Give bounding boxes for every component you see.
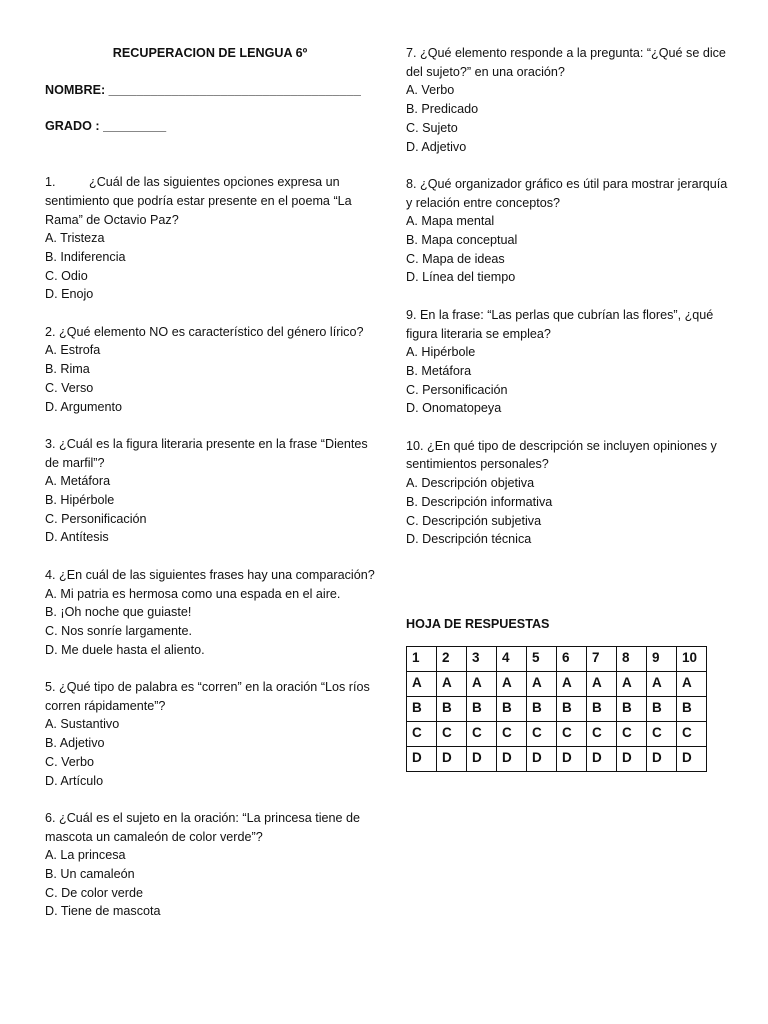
option-d: D. Artículo	[45, 773, 104, 788]
option-b: B. Adjetivo	[45, 736, 105, 751]
option-d: D. Enojo	[45, 287, 94, 302]
question-6	[45, 809, 375, 921]
answer-cell[interactable]: C	[557, 721, 587, 746]
answer-cell[interactable]: D	[557, 746, 587, 771]
question-number-cell: 10	[677, 646, 707, 671]
option-c: C. Verso	[45, 380, 94, 395]
answer-cell[interactable]: A	[587, 671, 617, 696]
answer-cell[interactable]: D	[497, 746, 527, 771]
question-number-cell: 8	[617, 646, 647, 671]
question-9	[406, 306, 736, 418]
question-1	[45, 173, 375, 304]
question-3	[45, 435, 375, 547]
grado-field	[45, 117, 375, 136]
answer-cell[interactable]: C	[647, 721, 677, 746]
option-d: D. Antítesis	[45, 530, 109, 545]
answer-cell[interactable]: C	[527, 721, 557, 746]
option-c: C. Nos sonríe largamente.	[45, 623, 192, 638]
answer-cell[interactable]: C	[407, 721, 437, 746]
answer-cell[interactable]: D	[647, 746, 677, 771]
question-stem: 8. ¿Qué organizador gráfico es útil para mostrar jerarquía y relación entre conceptos?	[406, 176, 728, 210]
option-d: D. Descripción técnica	[406, 532, 532, 547]
grado-blank[interactable]: _________	[103, 119, 167, 134]
answer-cell[interactable]: C	[467, 721, 497, 746]
question-7	[406, 44, 736, 156]
answer-cell[interactable]: B	[407, 696, 437, 721]
option-c: C. Mapa de ideas	[406, 251, 505, 266]
option-c: C. Verbo	[45, 754, 95, 769]
answer-cell[interactable]: D	[467, 746, 497, 771]
option-a: A. Mi patria es hermosa como una espada en el aire.	[45, 586, 341, 601]
option-c: C. Descripción subjetiva	[406, 513, 542, 528]
answer-cell[interactable]: B	[497, 696, 527, 721]
nombre-field	[45, 81, 375, 100]
grado-label: GRADO :	[45, 119, 104, 134]
option-b: B. Rima	[45, 362, 90, 377]
question-number-cell: 9	[647, 646, 677, 671]
option-b: B. Hipérbole	[45, 493, 115, 508]
question-stem: 6. ¿Cuál es el sujeto en la oración: “La princesa tiene de mascota un camaleón de color verde”?	[45, 810, 361, 844]
question-stem: 4. ¿En cuál de las siguientes frases hay una comparación?	[45, 567, 375, 582]
question-stem: 2. ¿Qué elemento NO es característico del género lírico?	[45, 324, 364, 339]
option-a: A. Estrofa	[45, 343, 101, 358]
answer-cell[interactable]: A	[617, 671, 647, 696]
answer-cell[interactable]: C	[437, 721, 467, 746]
answer-cell[interactable]: B	[647, 696, 677, 721]
answer-cell[interactable]: A	[527, 671, 557, 696]
option-c: C. Personificación	[45, 511, 147, 526]
answer-cell[interactable]: B	[617, 696, 647, 721]
option-a: A. Descripción objetiva	[406, 476, 535, 491]
answer-sheet-table	[406, 646, 707, 772]
option-d: D. Adjetivo	[406, 139, 467, 154]
answer-header-row	[407, 646, 707, 671]
option-a: A. Metáfora	[45, 474, 111, 489]
question-number-cell: 2	[437, 646, 467, 671]
answer-cell[interactable]: A	[647, 671, 677, 696]
option-b: B. Metáfora	[406, 363, 472, 378]
option-a: A. La princesa	[45, 848, 126, 863]
answer-cell[interactable]: D	[527, 746, 557, 771]
answer-cell[interactable]: A	[557, 671, 587, 696]
question-number: 1.	[45, 175, 56, 190]
option-d: D. Argumento	[45, 399, 123, 414]
option-a: A. Mapa mental	[406, 214, 495, 229]
question-2	[45, 323, 375, 417]
question-10	[406, 437, 736, 549]
question-stem: 5. ¿Qué tipo de palabra es “corren” en la oración “Los ríos corren rápidamente”?	[45, 680, 370, 713]
question-number-cell: 4	[497, 646, 527, 671]
question-stem: 9. En la frase: “Las perlas que cubrían las flores”, ¿qué figura literaria se emplea?	[406, 307, 714, 341]
answer-cell[interactable]: B	[557, 696, 587, 721]
right-column	[406, 44, 736, 772]
option-a: A. Tristeza	[45, 231, 105, 246]
question-number-cell: 7	[587, 646, 617, 671]
question-5	[45, 678, 375, 790]
answer-cell[interactable]: B	[437, 696, 467, 721]
answer-cell[interactable]: A	[407, 671, 437, 696]
question-number-cell: 3	[467, 646, 497, 671]
option-c: C. Personificación	[406, 382, 508, 397]
option-d: D. Me duele hasta el aliento.	[45, 642, 205, 657]
answer-cell[interactable]: A	[677, 671, 707, 696]
answer-cell[interactable]: D	[617, 746, 647, 771]
option-b: B. ¡Oh noche que guiaste!	[45, 605, 192, 620]
option-c: C. Sujeto	[406, 120, 458, 135]
answer-cell[interactable]: D	[587, 746, 617, 771]
question-number-cell: 5	[527, 646, 557, 671]
option-d: D. Tiene de mascota	[45, 904, 161, 919]
answer-cell[interactable]: B	[677, 696, 707, 721]
option-d: D. Onomatopeya	[406, 401, 502, 416]
option-a: A. Hipérbole	[406, 345, 476, 360]
question-stem: 1. ¿Cuál de las siguientes opciones expresa un sentimiento que podría estar presente en el poema “La Rama” de Octavio Paz?	[45, 175, 352, 227]
answer-cell[interactable]: C	[497, 721, 527, 746]
answer-cell[interactable]: D	[437, 746, 467, 771]
nombre-blank[interactable]: ____________________________________	[108, 82, 361, 97]
answer-cell[interactable]: D	[677, 746, 707, 771]
option-b: B. Mapa conceptual	[406, 233, 518, 248]
answer-cell[interactable]: B	[587, 696, 617, 721]
page-title: RECUPERACION DE LENGUA 6º	[112, 46, 308, 60]
answer-cell[interactable]: D	[407, 746, 437, 771]
answer-row-a	[407, 671, 707, 696]
nombre-label: NOMBRE:	[45, 82, 109, 97]
option-c: C. De color verde	[45, 885, 143, 900]
answer-cell[interactable]: B	[467, 696, 497, 721]
answer-cell[interactable]: C	[617, 721, 647, 746]
answer-row-c	[407, 721, 707, 746]
question-stem: 10. ¿En qué tipo de descripción se incluyen opiniones y sentimientos personales?	[406, 438, 717, 472]
answer-cell[interactable]: A	[467, 671, 497, 696]
question-number-cell: 1	[407, 646, 437, 671]
question-number-cell: 6	[557, 646, 587, 671]
answer-cell[interactable]: B	[527, 696, 557, 721]
option-c: C. Odio	[45, 268, 88, 283]
option-a: A. Sustantivo	[45, 717, 120, 732]
answer-row-b	[407, 696, 707, 721]
left-column	[45, 44, 375, 940]
option-b: B. Descripción informativa	[406, 494, 553, 509]
answer-row-d	[407, 746, 707, 771]
question-4	[45, 566, 375, 660]
option-b: B. Indiferencia	[45, 249, 126, 264]
question-8	[406, 175, 736, 287]
answer-cell[interactable]: C	[677, 721, 707, 746]
answer-cell[interactable]: C	[587, 721, 617, 746]
answer-cell[interactable]: A	[437, 671, 467, 696]
option-b: B. Predicado	[406, 102, 479, 117]
answer-sheet-title: HOJA DE RESPUESTAS	[406, 616, 550, 631]
option-a: A. Verbo	[406, 83, 455, 98]
question-stem: 7. ¿Qué elemento responde a la pregunta: “¿Qué se dice del sujeto?” en una oración?	[406, 46, 726, 79]
question-stem: 3. ¿Cuál es la figura literaria presente en la frase “Dientes de marfil”?	[45, 436, 368, 470]
option-b: B. Un camaleón	[45, 867, 135, 882]
answer-cell[interactable]: A	[497, 671, 527, 696]
option-d: D. Línea del tiempo	[406, 270, 516, 285]
